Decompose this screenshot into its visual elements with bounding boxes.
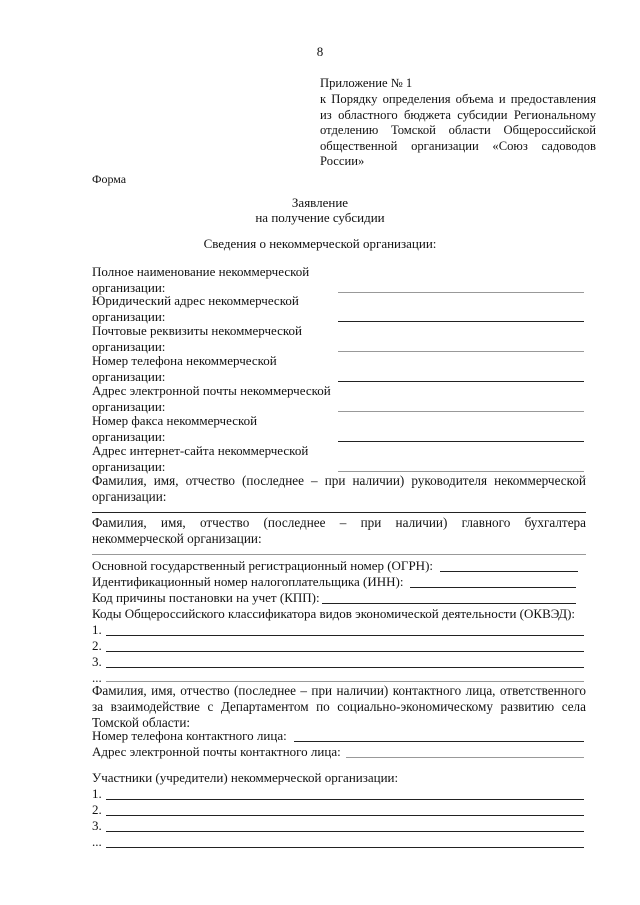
list-number: ...: [92, 834, 102, 849]
ogrn-input[interactable]: [440, 571, 578, 572]
field-label: Почтовые реквизиты некоммерческой: [92, 323, 302, 338]
fax-input[interactable]: [338, 441, 584, 442]
inn-label: Идентификационный номер налогоплательщика (ИНН):: [92, 574, 404, 589]
accountant-fio-input[interactable]: [92, 554, 586, 555]
list-number: 2.: [92, 802, 102, 817]
okved-input-2[interactable]: [106, 651, 584, 652]
founder-input-more[interactable]: [106, 847, 584, 848]
form-label: Форма: [92, 172, 127, 186]
head-fio-label: Фамилия, имя, отчество (последнее – при наличии) руководителя некоммерческой организации:: [92, 473, 586, 504]
field-label: Адрес электронной почты некоммерческой: [92, 383, 331, 398]
full-name-input[interactable]: [338, 292, 584, 293]
field-label: Номер телефона некоммерческой: [92, 353, 277, 368]
ogrn-label: Основной государственный регистрационный номер (ОГРН):: [92, 558, 434, 573]
field-label: Полное наименование некоммерческой: [92, 264, 310, 279]
contact-email-label: Адрес электронной почты контактного лица:: [92, 744, 341, 759]
contact-email-input[interactable]: [346, 757, 584, 758]
kpp-label: Код причины постановки на учет (КПП):: [92, 590, 320, 605]
head-fio-input[interactable]: [92, 512, 586, 513]
founder-input-1[interactable]: [106, 799, 584, 800]
contact-phone-label: Номер телефона контактного лица:: [92, 728, 287, 743]
appendix-title: Приложение № 1: [320, 76, 413, 90]
okved-input-more[interactable]: [106, 681, 584, 682]
document-subtitle: на получение субсидии: [255, 210, 385, 225]
field-label: Юридический адрес некоммерческой: [92, 293, 299, 308]
field-label: организации:: [92, 309, 166, 324]
email-input[interactable]: [338, 411, 584, 412]
list-number: 2.: [92, 638, 102, 653]
field-label: организации:: [92, 369, 166, 384]
list-number: 3.: [92, 818, 102, 833]
kpp-input[interactable]: [322, 603, 576, 604]
list-number: 1.: [92, 622, 102, 637]
field-label: организации:: [92, 459, 166, 474]
contact-fio-label: Фамилия, имя, отчество (последнее – при наличии) контактного лица, ответственного за взаимодействие с Департаментом по социально-экономическому развитию села Томской области:: [92, 683, 586, 730]
founder-input-2[interactable]: [106, 815, 584, 816]
phone-input[interactable]: [338, 381, 584, 382]
founders-label: Участники (учредители) некоммерческой организации:: [92, 770, 399, 785]
field-label: организации:: [92, 280, 166, 295]
okved-input-1[interactable]: [106, 635, 584, 636]
okved-input-3[interactable]: [106, 667, 584, 668]
list-number: 3.: [92, 654, 102, 669]
page-number: 8: [316, 44, 324, 59]
okved-label: Коды Общероссийского классификатора видов экономической деятельности (ОКВЭД):: [92, 606, 576, 621]
field-label: Адрес интернет-сайта некоммерческой: [92, 443, 309, 458]
founder-input-3[interactable]: [106, 831, 584, 832]
list-number: ...: [92, 670, 102, 685]
appendix-text: к Порядку определения объема и предоставления из областного бюджета субсидии Региональному отделению Томской области Общероссийской общественной организации «Союз садоводов России»: [320, 92, 596, 168]
field-label: организации:: [92, 339, 166, 354]
inn-input[interactable]: [410, 587, 576, 588]
website-input[interactable]: [338, 471, 584, 472]
contact-phone-input[interactable]: [294, 741, 584, 742]
field-label: Номер факса некоммерческой: [92, 413, 258, 428]
list-number: 1.: [92, 786, 102, 801]
field-label: организации:: [92, 399, 166, 414]
postal-details-input[interactable]: [338, 351, 584, 352]
legal-address-input[interactable]: [338, 321, 584, 322]
field-label: организации:: [92, 429, 166, 444]
accountant-fio-label: Фамилия, имя, отчество (последнее – при наличии) главного бухгалтера некоммерческой организации:: [92, 515, 586, 546]
section-title: Сведения о некоммерческой организации:: [203, 236, 437, 251]
document-title: Заявление: [291, 195, 349, 210]
